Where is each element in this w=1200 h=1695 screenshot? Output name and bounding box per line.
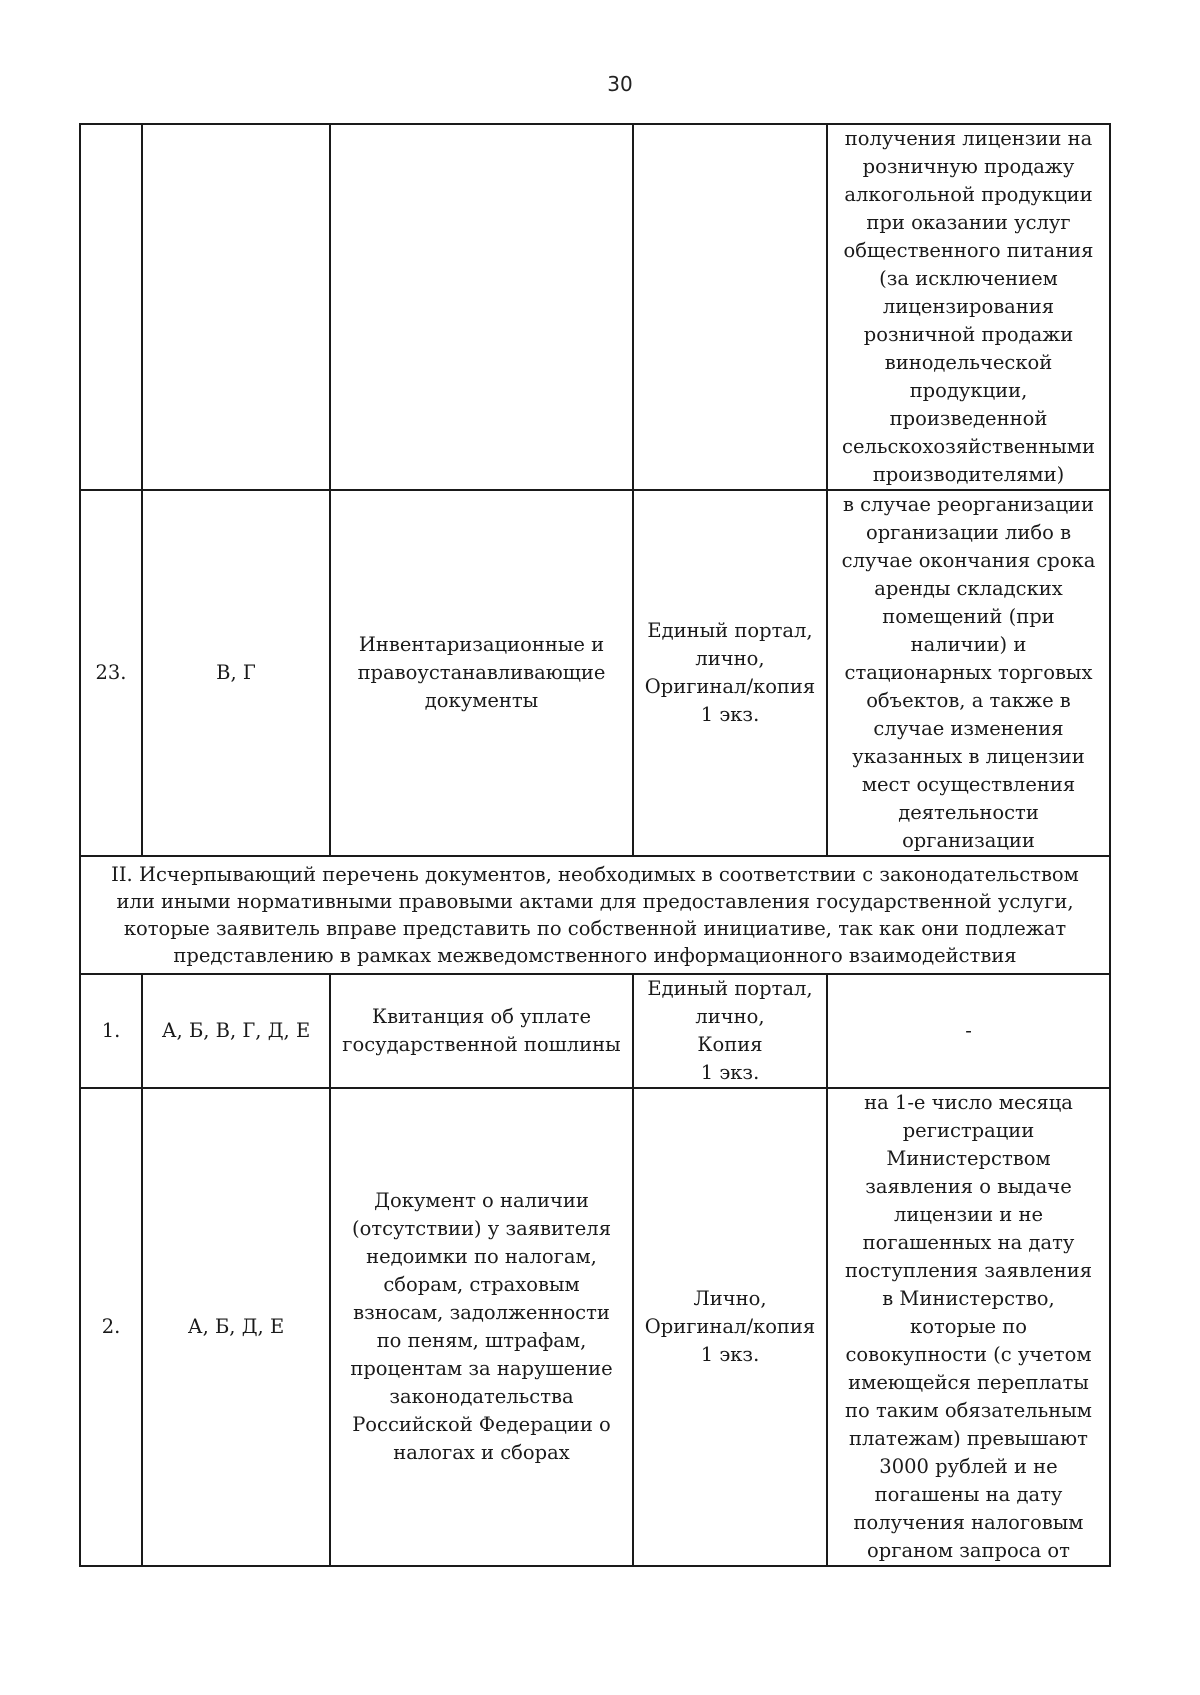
documents-table xyxy=(79,123,1111,1567)
applicant-groups-cell: А, Б, В, Г, Д, Е xyxy=(142,974,330,1088)
condition-cell: на 1-е число месяца регистрации Министерством заявления о выдаче лицензии и не погашенных на дату поступления заявления в Министерство, которые по совокупности (с учетом имеющейся переплаты по таким обязательным платежам) превышают 3000 рублей и не погашены на дату получения налоговым органом запроса от xyxy=(827,1088,1110,1566)
row-number-cell xyxy=(80,124,142,490)
condition-cell: в случае реорганизации организации либо в случае окончания срока аренды складских помещений (при наличии) и стационарных торговых объектов, а также в случае изменения указанных в лицензии мест осуществления деятельности организации xyxy=(827,490,1110,856)
condition-cell: получения лицензии на розничную продажу алкогольной продукции при оказании услуг общественного питания (за исключением лицензирования розничной продажи винодельческой продукции, произведенной сельскохозяйственными производителями) xyxy=(827,124,1110,490)
document-name-cell: Квитанция об уплате государственной пошлины xyxy=(330,974,633,1088)
section-ii-heading: II. Исчерпывающий перечень документов, необходимых в соответствии с законодательством или иными нормативными правовыми актами для предоставления государственной услуги, которые заявитель вправе представить по собственной инициативе, так как они подлежат представлению в рамках межведомственного информационного взаимодействия xyxy=(80,856,1110,974)
table-row xyxy=(80,1088,1110,1566)
page-number: 30 xyxy=(607,72,633,96)
row-number-cell: 2. xyxy=(80,1088,142,1566)
submission-method-cell: Единый портал, лично, Копия 1 экз. xyxy=(633,974,827,1088)
document-name-cell: Инвентаризационные и правоустанавливающие документы xyxy=(330,490,633,856)
document-name-cell: Документ о наличии (отсутствии) у заявителя недоимки по налогам, сборам, страховым взносам, задолженности по пеням, штрафам, процентам за нарушение законодательства Российской Федерации о налогах и сборах xyxy=(330,1088,633,1566)
table-row xyxy=(80,124,1110,490)
row-number-cell: 1. xyxy=(80,974,142,1088)
document-name-cell xyxy=(330,124,633,490)
table-row xyxy=(80,490,1110,856)
row-number-cell: 23. xyxy=(80,490,142,856)
applicant-groups-cell: В, Г xyxy=(142,490,330,856)
submission-method-cell: Лично, Оригинал/копия 1 экз. xyxy=(633,1088,827,1566)
condition-cell: - xyxy=(827,974,1110,1088)
submission-method-cell xyxy=(633,124,827,490)
applicant-groups-cell xyxy=(142,124,330,490)
table-row xyxy=(80,974,1110,1088)
section-heading-row xyxy=(80,856,1110,974)
applicant-groups-cell: А, Б, Д, Е xyxy=(142,1088,330,1566)
submission-method-cell: Единый портал, лично, Оригинал/копия 1 экз. xyxy=(633,490,827,856)
